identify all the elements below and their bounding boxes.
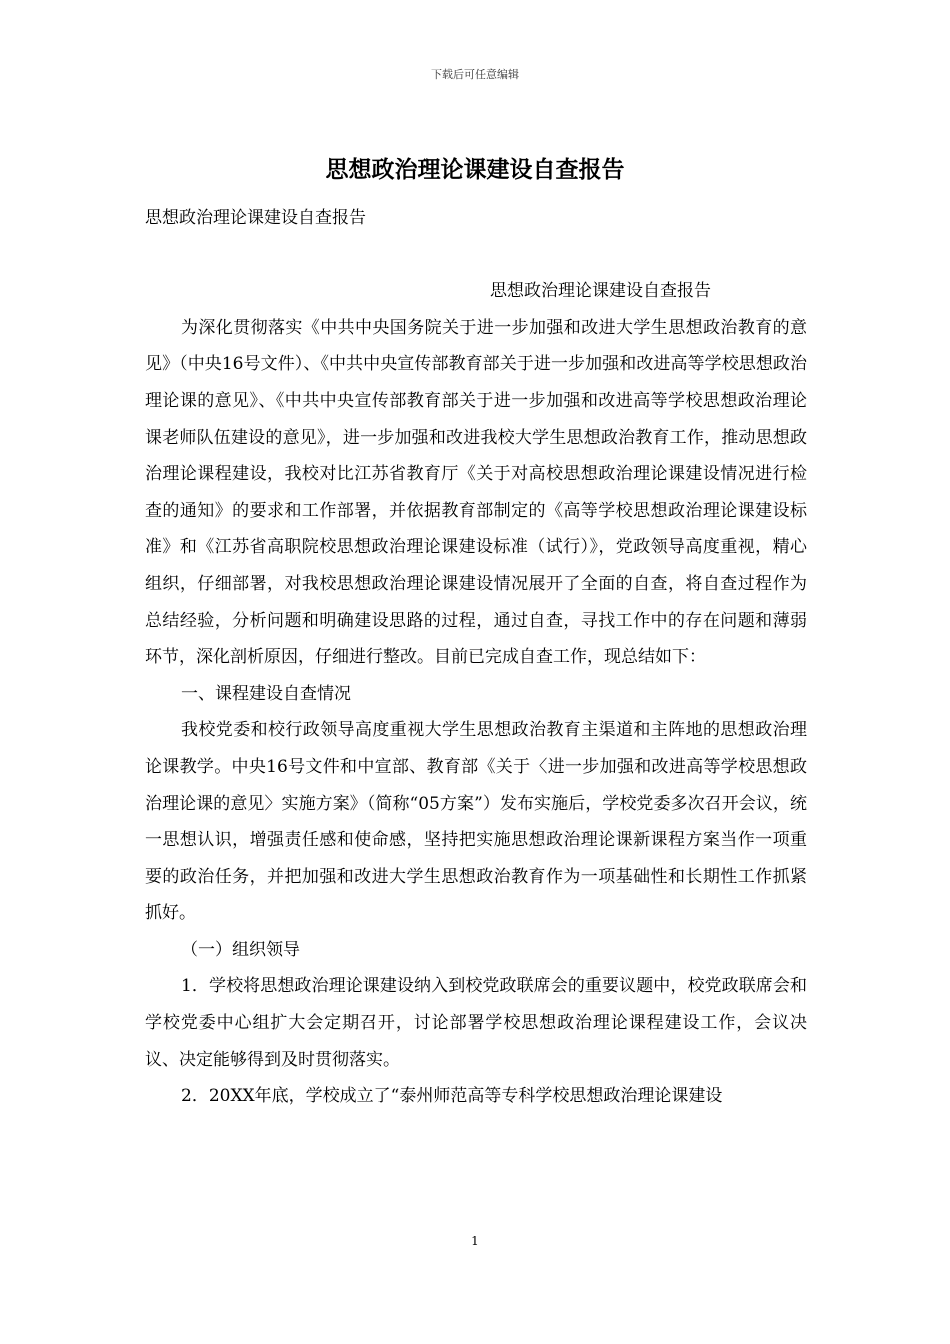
paragraph-item-1: 1．学校将思想政治理论课建设纳入到校党政联席会的重要议题中，校党政联席会和学校党委中心组扩大会定期召开，讨论部署学校思想政治理论课程建设工作，会议决议、决定能够得到及时贯彻落实。: [145, 976, 807, 1070]
subtitle-left: 思想政治理论课建设自查报告: [145, 208, 366, 228]
subtitle-right: 思想政治理论课建设自查报告: [490, 281, 711, 302]
subsection-heading-1: （一）组织领导: [181, 939, 300, 960]
paragraph-item-2: 2．20XX年底，学校成立了“泰州师范高等专科学校思想政治理论课建设: [181, 1086, 723, 1107]
document-body: [145, 200, 807, 1115]
section-heading-1: 一、课程建设自查情况: [181, 683, 351, 704]
header-note: 下载后可任意编辑: [431, 68, 519, 81]
paragraph-intro: 为深化贯彻落实《中共中央国务院关于进一步加强和改进大学生思想政治教育的意见》（中央16号文件）、《中共中央宣传部教育部关于进一步加强和改进高等学校思想政治理论课的意见》、《中共中央宣传部教育部关于进一步加强和改进高等学校思想政治理论课老师队伍建设的意见》，进一步加强和改进我校大学生思想政治教育工作，推动思想政治理论课程建设，我校对比江苏省教育厅《关于对高校思想政治理论课建设情况进行检查的通知》的要求和工作部署，并依据教育部制定的《高等学校思想政治理论课建设标准》和《江苏省高职院校思想政治理论课建设标准（试行）》，党政领导高度重视，精心组织，仔细部署，对我校思想政治理论课建设情况展开了全面的自查，将自查过程作为总结经验，分析问题和明确建设思路的过程，通过自查，寻找工作中的存在问题和薄弱环节，深化剖析原因，仔细进行整改。目前已完成自查工作，现总结如下：: [145, 317, 807, 668]
page-number: 1: [471, 1234, 479, 1248]
paragraph-section-1: 我校党委和校行政领导高度重视大学生思想政治教育主渠道和主阵地的思想政治理论课教学。中央16号文件和中宣部、教育部《关于〈进一步加强和改进高等学校思想政治理论课的意见〉实施方案》（简称“05方案”）发布实施后，学校党委多次召开会议，统一思想认识，增强责任感和使命感，坚持把实施思想政治理论课新课程方案当作一项重要的政治任务，并把加强和改进大学生思想政治教育作为一项基础性和长期性工作抓紧抓好。: [145, 720, 807, 924]
blank-line: [145, 237, 807, 274]
document-title: 思想政治理论课建设自查报告: [325, 157, 625, 183]
